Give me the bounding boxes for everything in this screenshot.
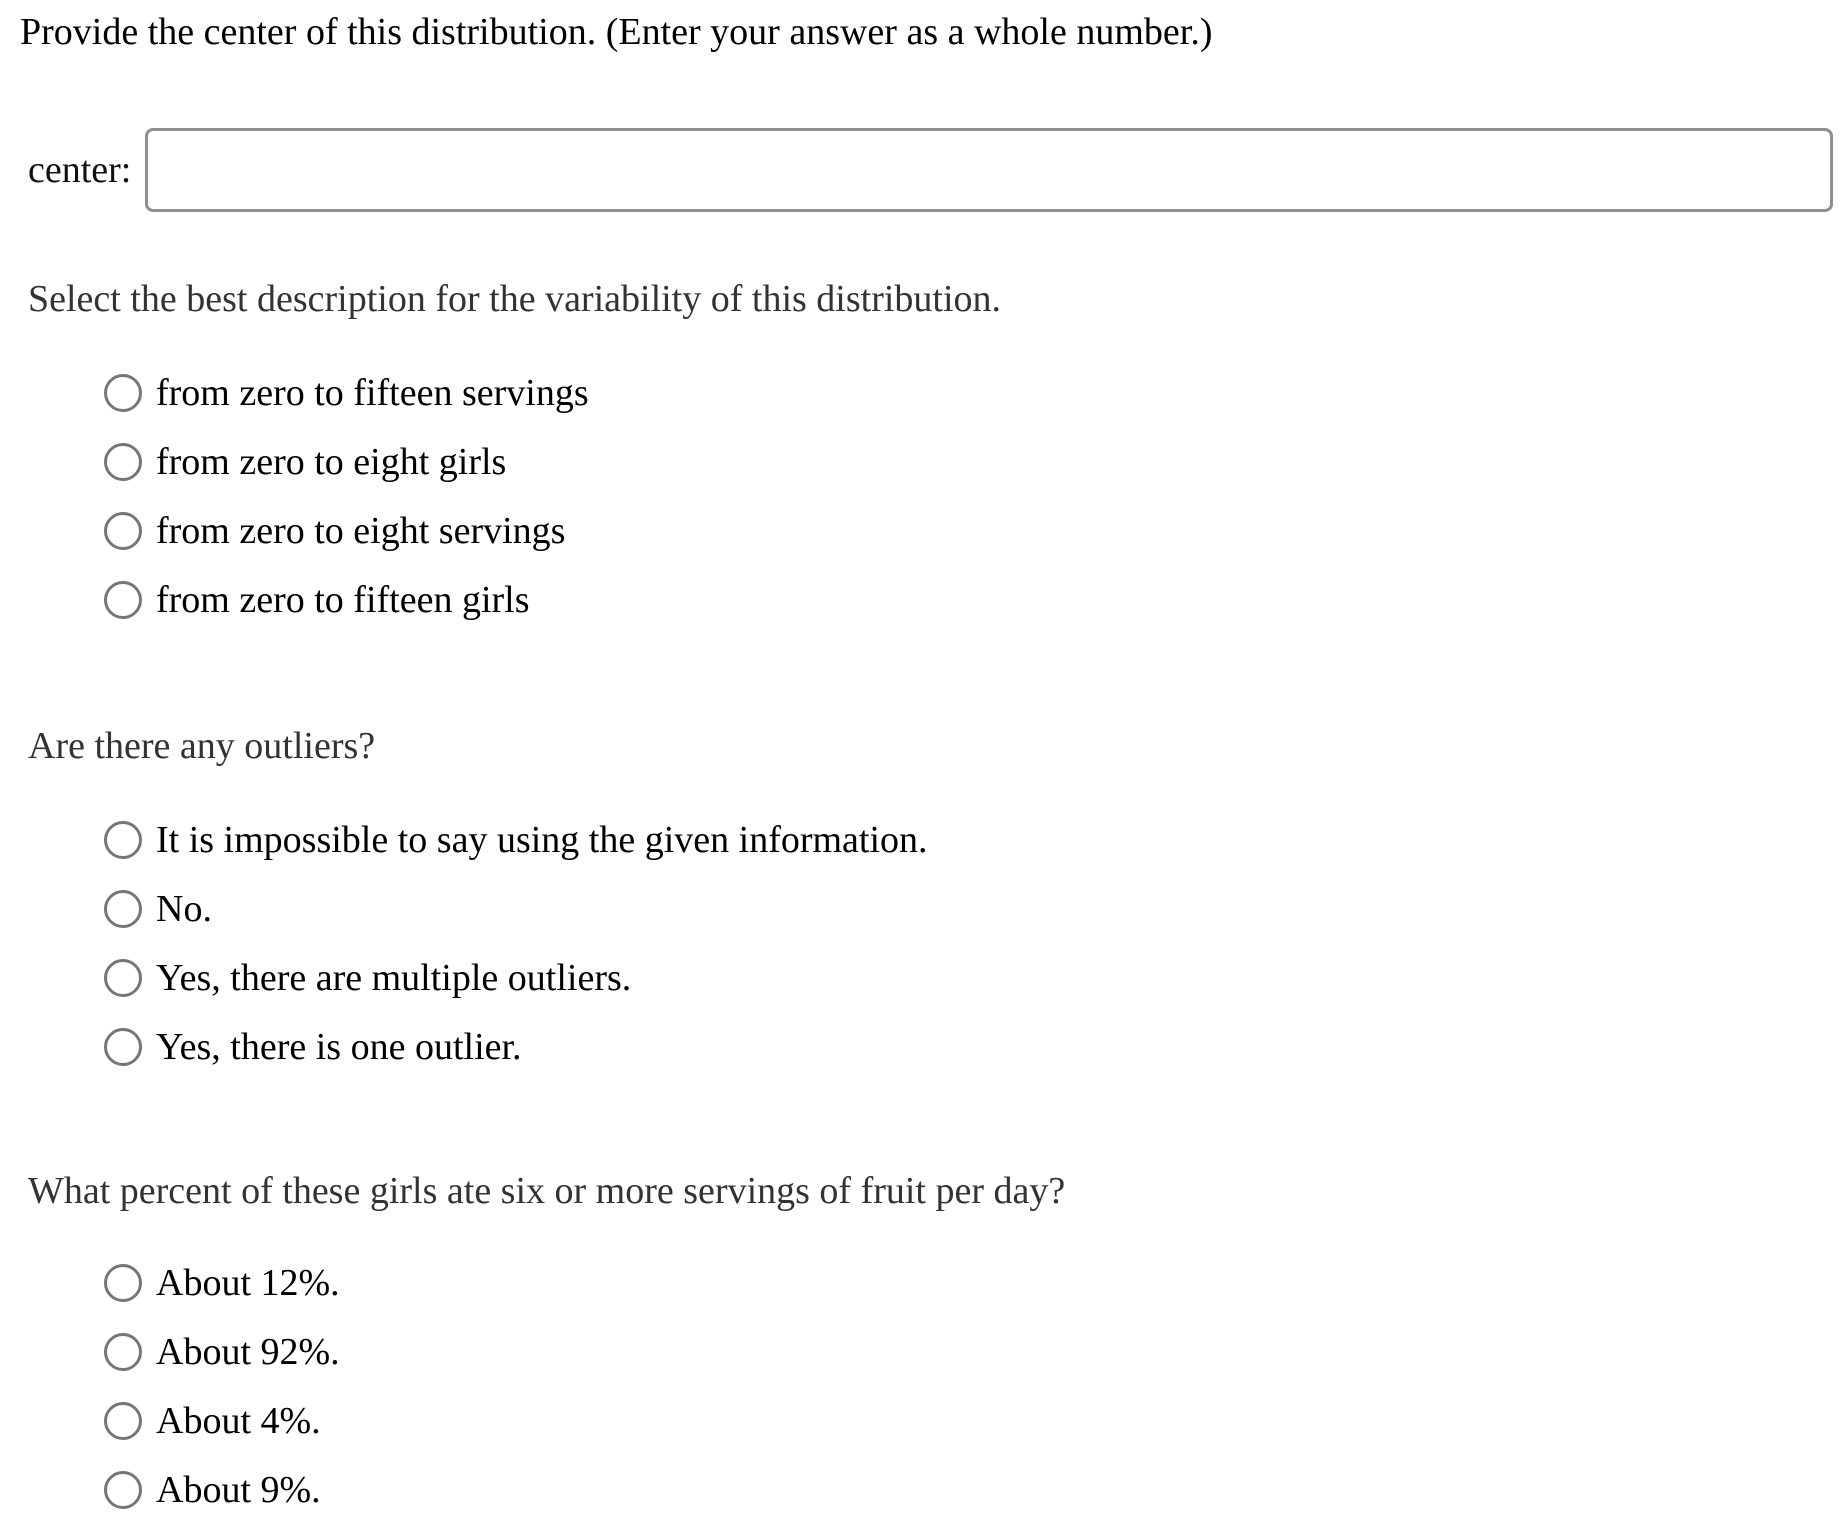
variability-option[interactable] (104, 496, 589, 565)
variability-option-label[interactable]: from zero to eight servings (156, 509, 566, 552)
outliers-option-label[interactable]: It is impossible to say using the given information. (156, 818, 928, 861)
variability-option-label[interactable]: from zero to fifteen girls (156, 578, 530, 621)
percent-question-prompt: What percent of these girls ate six or more servings of fruit per day? (28, 1170, 1066, 1212)
variability-question-prompt: Select the best description for the variability of this distribution. (28, 278, 1002, 320)
radio-button[interactable] (104, 959, 142, 997)
radio-button[interactable] (104, 821, 142, 859)
outliers-option-label[interactable]: Yes, there is one outlier. (156, 1025, 522, 1068)
percent-option-label[interactable]: About 9%. (156, 1468, 321, 1511)
variability-option[interactable] (104, 565, 589, 634)
outliers-option-label[interactable]: No. (156, 887, 212, 930)
percent-option[interactable] (104, 1248, 340, 1317)
percent-option-label[interactable]: About 92%. (156, 1330, 340, 1373)
outliers-option-label[interactable]: Yes, there are multiple outliers. (156, 956, 632, 999)
variability-option-label[interactable]: from zero to fifteen servings (156, 371, 589, 414)
radio-button[interactable] (104, 890, 142, 928)
percent-option-label[interactable]: About 4%. (156, 1399, 321, 1442)
radio-button[interactable] (104, 443, 142, 481)
outliers-option[interactable] (104, 1012, 928, 1081)
percent-options (104, 1248, 340, 1524)
center-input[interactable] (145, 128, 1833, 212)
radio-button[interactable] (104, 1028, 142, 1066)
radio-button[interactable] (104, 1471, 142, 1509)
variability-options (104, 358, 589, 634)
variability-option-label[interactable]: from zero to eight girls (156, 440, 507, 483)
outliers-option[interactable] (104, 805, 928, 874)
outliers-options (104, 805, 928, 1081)
outliers-option[interactable] (104, 943, 928, 1012)
radio-button[interactable] (104, 1402, 142, 1440)
outliers-option[interactable] (104, 874, 928, 943)
center-input-label: center: (28, 149, 132, 191)
radio-button[interactable] (104, 512, 142, 550)
outliers-question-prompt: Are there any outliers? (28, 725, 376, 767)
radio-button[interactable] (104, 374, 142, 412)
variability-option[interactable] (104, 427, 589, 496)
center-question-prompt: Provide the center of this distribution. (Enter your answer as a whole number.) (20, 11, 1213, 53)
percent-option[interactable] (104, 1317, 340, 1386)
radio-button[interactable] (104, 581, 142, 619)
radio-button[interactable] (104, 1264, 142, 1302)
radio-button[interactable] (104, 1333, 142, 1371)
percent-option[interactable] (104, 1386, 340, 1455)
variability-option[interactable] (104, 358, 589, 427)
percent-option-label[interactable]: About 12%. (156, 1261, 340, 1304)
